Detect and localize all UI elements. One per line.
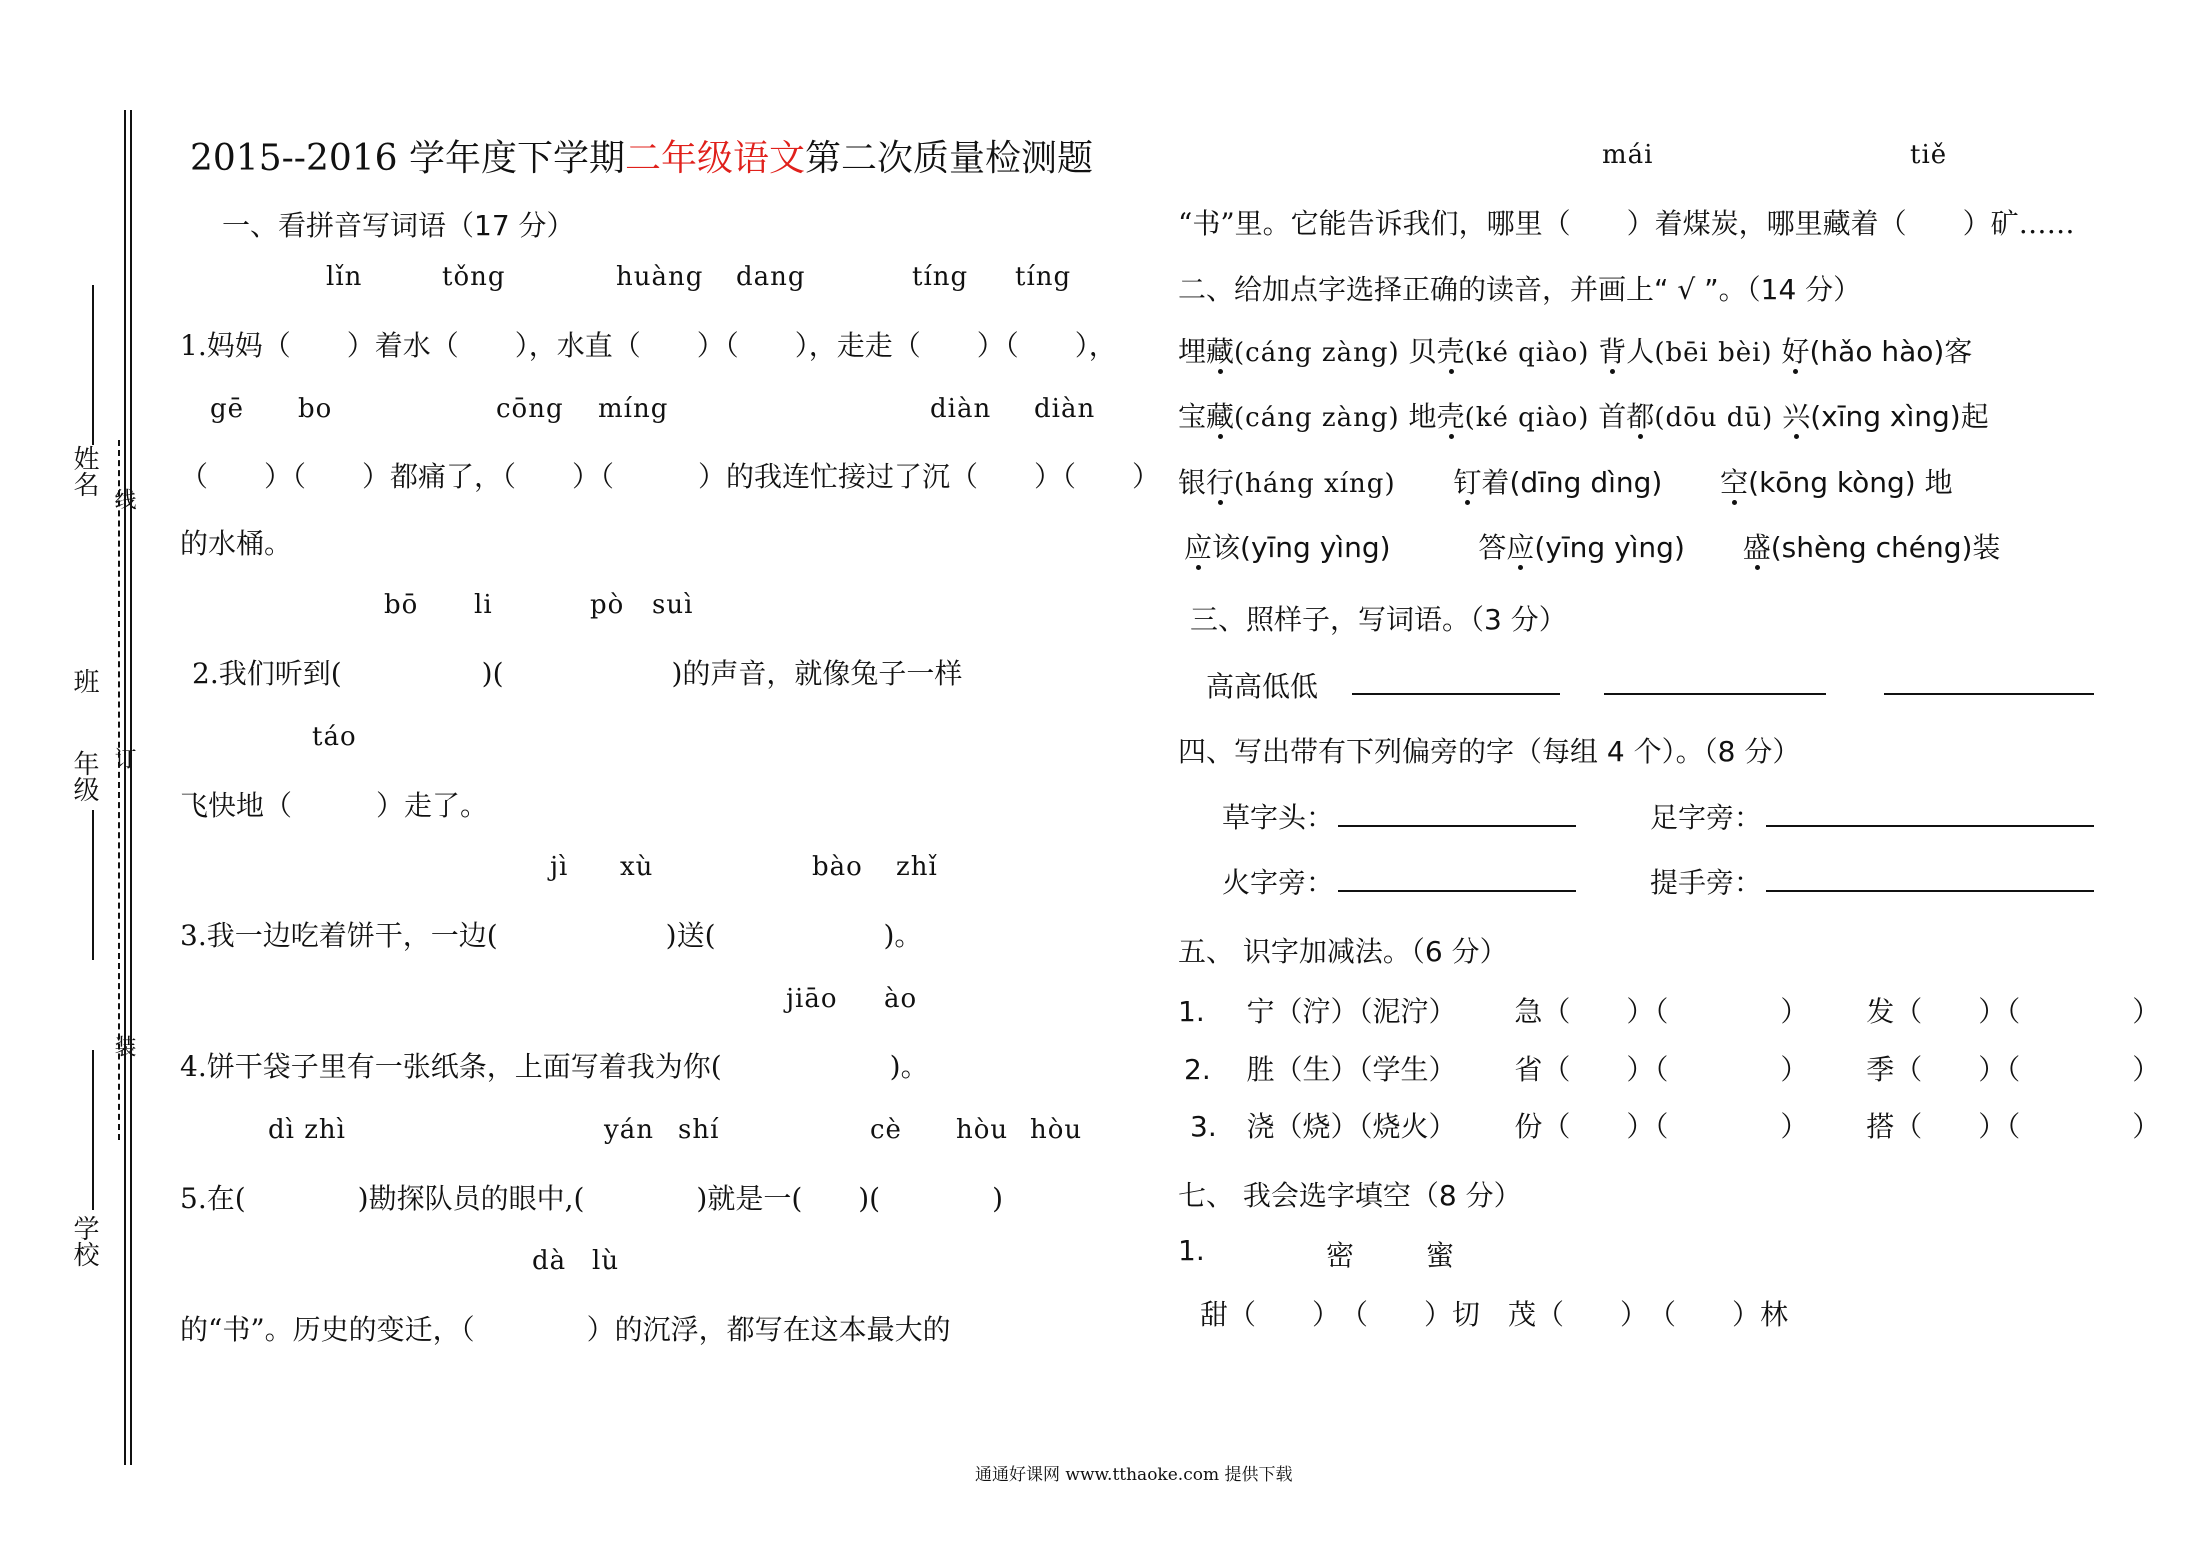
pinyin: lǐn (326, 262, 363, 292)
title-grade: 二年级 (625, 138, 734, 179)
section-5-row (1178, 990, 2160, 1030)
char: 该 (1212, 531, 1241, 564)
pinyin: ào (884, 984, 918, 1014)
dotted-char: 背 (1598, 335, 1627, 368)
question-1-line-1: 1.妈妈（ ）着水（ ），水直（ ）（ ），走走（ ）（ ）， (180, 329, 1117, 362)
reading-choices[interactable]: (dīng dìng) (1509, 466, 1663, 499)
zhuang-mark: 装 (111, 1035, 136, 1057)
example: 宁（泞）（泥泞） (1246, 995, 1457, 1028)
dotted-char: 藏 (1206, 335, 1235, 368)
dotted-char: 应 (1184, 531, 1213, 564)
pinyin: míng (598, 394, 669, 424)
exercise: 份（ ）（ ） (1514, 1110, 1809, 1143)
exercise: 省（ ）（ ） (1514, 1053, 1809, 1086)
char: 首 (1598, 400, 1627, 433)
pinyin: diàn (930, 394, 992, 424)
pinyin: xù (620, 852, 654, 882)
pinyin: li (474, 590, 493, 620)
option-char: 密 (1326, 1239, 1355, 1272)
section-1-heading: 一、看拼音写词语（17 分） (222, 209, 575, 242)
reading-choices[interactable]: (hǎo hào) (1809, 335, 1945, 368)
dotted-char: 应 (1506, 531, 1535, 564)
exercise: 急（ ）（ ） (1514, 995, 1809, 1028)
pinyin: yán (604, 1115, 654, 1145)
reading-choices[interactable]: (yīng yìng) (1534, 531, 1685, 564)
pinyin: cōng (496, 394, 564, 424)
radical-label: 提手旁： (1650, 866, 1763, 899)
radical-label: 足字旁： (1650, 801, 1763, 834)
section-7-heading: 七、 我会选字填空（8 分） (1178, 1179, 1522, 1212)
reading-choices[interactable]: (dōu dū) (1654, 403, 1774, 433)
binding-double-line-2 (130, 110, 132, 1465)
char: 地 (1408, 400, 1437, 433)
reading-choices[interactable]: (xīng xìng) (1810, 400, 1961, 433)
reading-choices[interactable]: (bēi bèi) (1654, 338, 1773, 368)
binding-double-line-1 (124, 110, 126, 1465)
answer-blank[interactable] (1338, 825, 1576, 827)
example: 胜（生）（学生） (1246, 1053, 1457, 1086)
pinyin: lù (592, 1246, 620, 1276)
section-2-row-2 (1178, 395, 1989, 435)
dotted-char: 行 (1206, 466, 1235, 499)
dotted-char: 钉 (1453, 466, 1482, 499)
section-7-blanks: 甜（ ） （ ）切 茂（ ） （ ）林 (1200, 1298, 1789, 1331)
pinyin: diàn (1034, 394, 1096, 424)
title-subject: 语文 (733, 138, 806, 179)
question-3: 3.我一边吃着饼干，一边( )送( )。 (180, 919, 923, 952)
title-prefix: 2015--2016 学年度下学期 (190, 138, 626, 179)
char: 答 (1478, 531, 1507, 564)
char: 银 (1178, 466, 1207, 499)
row-number: 3. (1190, 1110, 1217, 1143)
char: 客 (1944, 335, 1973, 368)
option-char: 蜜 (1426, 1239, 1455, 1272)
section-5-heading: 五、 识字加减法。（6 分） (1178, 935, 1508, 968)
exercise: 搭（ ）（ ） (1866, 1110, 2161, 1143)
dotted-char: 兴 (1782, 400, 1811, 433)
dotted-char: 好 (1781, 335, 1810, 368)
dotted-char: 空 (1720, 466, 1749, 499)
answer-blank[interactable] (1352, 693, 1560, 695)
pinyin: hòu (1030, 1115, 1083, 1145)
page-title (190, 130, 1093, 181)
row-number: 2. (1184, 1053, 1211, 1086)
dotted-char: 盛 (1742, 531, 1771, 564)
radical-label: 草字头： (1222, 801, 1335, 834)
pinyin: hòu (956, 1115, 1009, 1145)
example: 浇（烧）（烧火） (1246, 1110, 1457, 1143)
pinyin: tǒng (442, 262, 506, 292)
title-suffix: 第二次质量检测题 (805, 138, 1094, 179)
question-4: 4.饼干袋子里有一张纸条，上面写着我为你( )。 (180, 1050, 929, 1083)
dotted-char: 都 (1626, 400, 1655, 433)
question-2-line-2: 飞快地（ ）走了。 (180, 789, 489, 822)
section-2-row-4 (1184, 526, 2000, 566)
answer-blank[interactable] (1766, 890, 2094, 892)
pinyin: jiāo (786, 984, 838, 1014)
answer-blank[interactable] (1766, 825, 2094, 827)
question-5-line-2: 的“书”。历史的变迁，（ ）的沉浮，都写在这本最大的 (180, 1313, 951, 1346)
reading-choices[interactable]: (cáng zàng) (1234, 338, 1400, 368)
section-5-row (1184, 1048, 2160, 1088)
pinyin: dì zhì (268, 1115, 346, 1145)
question-5-line-3: “书”里。它能告诉我们，哪里（ ）着煤炭，哪里藏着（ ）矿…… (1178, 207, 2075, 240)
char: 起 (1960, 400, 1989, 433)
pinyin: gē (210, 394, 245, 424)
pinyin: táo (312, 722, 357, 752)
section-2-row-1 (1178, 330, 1972, 370)
pinyin: shí (678, 1115, 720, 1145)
pinyin: dà (532, 1246, 567, 1276)
section-5-row (1190, 1105, 2160, 1145)
dotted-char: 藏 (1206, 400, 1235, 433)
row-number: 1. (1178, 995, 1205, 1028)
question-5-line-1: 5.在( )勘探队员的眼中,( )就是一( )( ) (180, 1182, 1004, 1215)
answer-blank[interactable] (1604, 693, 1826, 695)
pinyin: huàng (616, 262, 704, 292)
char: 贝 (1408, 335, 1437, 368)
char: 人 (1626, 335, 1655, 368)
grade-label: 年级 (69, 750, 99, 802)
section-3-heading: 三、照样子，写词语。（3 分） (1190, 603, 1567, 636)
exercise: 发（ ）（ ） (1866, 995, 2161, 1028)
pinyin: bo (298, 394, 333, 424)
pinyin: tíng (1015, 262, 1072, 292)
reading-choices[interactable]: (ké qiào) (1464, 338, 1590, 368)
school-label: 学校 (69, 1215, 99, 1267)
pinyin: tiě (1910, 140, 1948, 170)
reading-choices[interactable]: (shèng chéng) (1770, 531, 1973, 564)
answer-blank[interactable] (1884, 693, 2094, 695)
char: 埋 (1178, 335, 1207, 368)
pinyin: cè (870, 1115, 902, 1145)
reading-choices[interactable]: (háng xíng) (1234, 469, 1396, 499)
pinyin: mái (1602, 140, 1654, 170)
pinyin: zhǐ (896, 852, 938, 882)
section-4-heading: 四、写出带有下列偏旁的字（每组 4 个）。（8 分） (1178, 735, 1801, 768)
char: 装 (1972, 531, 2001, 564)
char: 着 (1481, 466, 1510, 499)
section-7-number: 1. (1178, 1234, 1205, 1267)
dotted-char: 壳 (1436, 335, 1465, 368)
ding-mark: 订 (111, 747, 136, 769)
radical-label: 火字旁： (1222, 866, 1335, 899)
class-label: 班 (69, 668, 99, 694)
dotted-char: 壳 (1436, 400, 1465, 433)
pinyin: jì (550, 852, 569, 882)
question-2-line-1: 2.我们听到( )( )的声音，就像兔子一样 (192, 657, 963, 690)
pinyin: bō (384, 590, 419, 620)
pinyin: suì (652, 590, 694, 620)
reading-choices[interactable]: (yīng yìng) (1240, 531, 1391, 564)
name-blank (92, 285, 94, 445)
answer-blank[interactable] (1338, 890, 1576, 892)
section-3-example: 高高低低 (1206, 670, 1319, 703)
name-label: 姓名 (69, 445, 99, 497)
reading-choices[interactable]: (cáng zàng) (1234, 403, 1400, 433)
question-1-line-2: （ ）（ ）都痛了，（ ）（ ）的我连忙接过了沉（ ）（ ） (180, 460, 1161, 493)
char: 地 (1924, 466, 1953, 499)
reading-choices[interactable]: (kōng kòng) (1748, 466, 1916, 499)
pinyin: pò (590, 590, 625, 620)
footer-credit: 通通好课网 www.tthaoke.com 提供下载 (975, 1465, 1293, 1485)
reading-choices[interactable]: (ké qiào) (1464, 403, 1590, 433)
char: 宝 (1178, 400, 1207, 433)
exercise: 季（ ）（ ） (1866, 1053, 2161, 1086)
pinyin: tíng (912, 262, 969, 292)
section-2-row-3 (1178, 461, 1953, 501)
grade-blank (92, 810, 94, 960)
section-2-heading: 二、给加点字选择正确的读音，并画上“ √ ”。（14 分） (1178, 273, 1862, 306)
pinyin: dang (736, 262, 806, 292)
question-1-line-3: 的水桶。 (180, 527, 293, 560)
line-mark: 线 (111, 488, 136, 510)
pinyin: bào (812, 852, 863, 882)
school-blank (92, 1050, 94, 1210)
